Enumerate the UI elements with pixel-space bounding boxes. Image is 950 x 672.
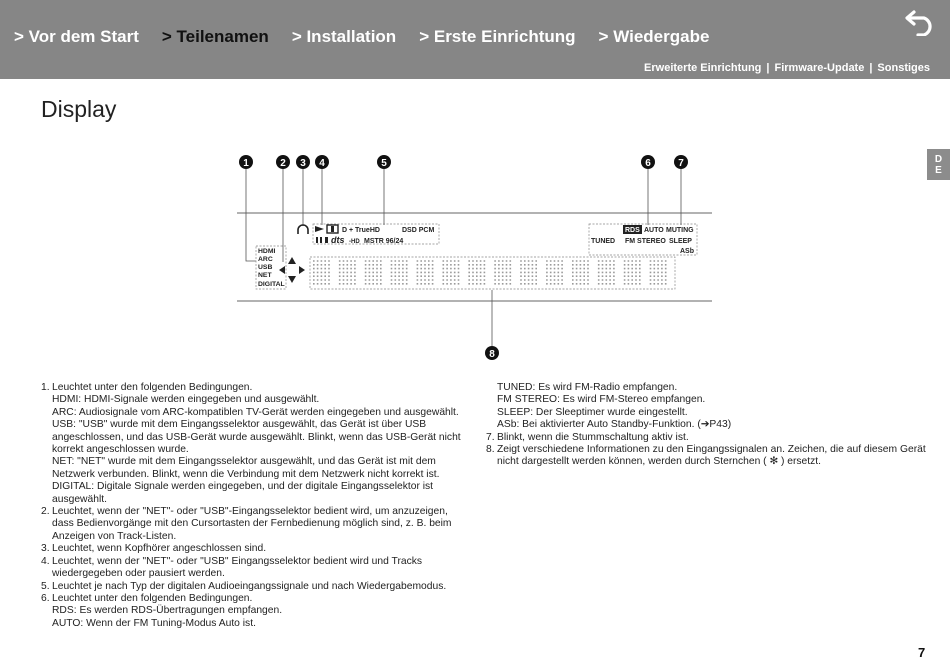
headphone-icon [298, 225, 308, 234]
indicator-usb: USB [258, 264, 273, 271]
item-text: Leuchtet, wenn der "NET"- oder "USB" Eingangsselektor bedient wird und Tracks wiedergegeben oder pausiert werden. [52, 555, 423, 580]
tuner-tuned: TUNED [591, 238, 616, 245]
list-subitem: DIGITAL: Digitale Signale werden eingegeben, und der digitale Eingangsselektor ist ausgewählt. [52, 481, 434, 505]
item-number: 8. [486, 444, 495, 456]
list-subitem: HDMI: HDMI-Signale werden eingegeben und ausgewählt. [52, 394, 320, 406]
item-number: 5. [41, 580, 50, 592]
dot-matrix-cell [468, 261, 487, 284]
nav-wiedergabe[interactable]: > Wiedergabe [598, 27, 710, 46]
lang-letter-d: D [934, 153, 943, 165]
item-number: 2. [41, 506, 50, 518]
dot-matrix-characters [313, 261, 669, 284]
list-item [41, 556, 471, 581]
dot-matrix-cell [650, 261, 669, 284]
item-text: Leuchtet je nach Typ der digitalen Audioeingangssignale und nach Wiedergabemodus. [52, 580, 447, 592]
tuner-rds: RDS [625, 227, 640, 234]
item-text: Leuchtet unter den folgenden Bedingungen. [52, 382, 253, 393]
list-item [486, 444, 926, 469]
nav-teilenamen[interactable]: > Teilenamen [161, 27, 269, 46]
item-text: Leuchtet unter den folgenden Bedingungen. [52, 592, 253, 604]
pause-icon-bar1 [316, 237, 318, 243]
subnav-sonstiges[interactable]: Sonstiges [877, 62, 930, 74]
list-subitem: FM STEREO: Es wird FM-Stereo empfangen. [497, 394, 706, 406]
dot-matrix-cell [391, 261, 410, 284]
dot-matrix-cell [417, 261, 436, 284]
item-text: Leuchtet, wenn Kopfhörer angeschlossen sind. [52, 543, 267, 555]
item-number: 3. [41, 543, 50, 555]
indicator-arc: ARC [258, 256, 273, 263]
list-subitem: NET: "NET" wurde mit dem Eingangsselektor ausgewählt, und das Gerät ist mit dem Netzwerk verbunden. Blinkt, wenn die Verbindung mit dem Netzwerk nicht korrekt ist. [52, 456, 440, 480]
description-left-column [41, 382, 471, 630]
item-number: 6. [41, 592, 50, 604]
list-item [41, 543, 471, 555]
dot-matrix-cell [624, 261, 643, 284]
dot-matrix-cell [598, 261, 617, 284]
list-item [41, 382, 471, 394]
callout-5-label: 5 [381, 158, 387, 169]
item-number: 1. [41, 382, 50, 393]
dot-matrix-box [310, 257, 675, 289]
item-text: Leuchtet, wenn der "NET"- oder "USB"-Eingangsselektor bedient wird, um anzuzeigen, dass Bedienvorgänge mit den Cursortasten der Fernbedienung möglich sind, z. B. beim Anzeigen von Track-Listen. [52, 506, 452, 542]
page-title: Display [41, 96, 117, 122]
list-subitem: AUTO: Wenn der FM Tuning-Modus Auto ist. [52, 617, 256, 629]
tuner-auto: AUTO [644, 227, 664, 234]
callout-7-label: 7 [678, 158, 684, 169]
format-dsd-pcm: DSD PCM [402, 227, 435, 234]
subnav-firmware-update[interactable]: Firmware-Update [774, 62, 865, 74]
dot-matrix-cell [339, 261, 358, 284]
nav-installation[interactable]: > Installation [291, 27, 397, 46]
list-item [486, 432, 926, 444]
list-subitem: TUNED: Es wird FM-Radio empfangen. [497, 382, 678, 393]
dot-matrix-cell [443, 261, 462, 284]
list-subitem: RDS: Es werden RDS-Übertragungen empfangen. [52, 605, 283, 617]
subnav-erweiterte-einrichtung[interactable]: Erweiterte Einrichtung [644, 62, 762, 74]
list-subitem: SLEEP: Der Sleeptimer wurde eingestellt. [497, 406, 688, 418]
format-dolby-truehd: D + TrueHD [342, 227, 380, 234]
indicator-net: NET [258, 272, 272, 279]
dot-matrix-cell [572, 261, 591, 284]
callout-markers [239, 155, 688, 360]
callout-2-label: 2 [280, 158, 286, 169]
list-subitem: USB: "USB" wurde mit dem Eingangsselektor ausgewählt, das Gerät ist über USB angeschlossen, und das USB-Gerät wurde ausgewählt. Blinkt, wenn das USB-Gerät nicht korrekt angeschlossen wurde. [52, 419, 461, 456]
dot-matrix-cell [313, 261, 332, 284]
dot-matrix-cell [546, 261, 565, 284]
callout-1-label: 1 [243, 158, 249, 169]
dolby-icon-inner [331, 226, 334, 232]
list-subitem: ASb: Bei aktivierter Auto Standby-Funktion. (➔P43) [497, 419, 732, 431]
subnav-separator: | [766, 62, 770, 74]
description-right-column [486, 382, 926, 469]
item-text: Blinkt, wenn die Stummschaltung aktiv ist. [497, 431, 689, 443]
dot-matrix-cell [365, 261, 384, 284]
pause-icon-bar2 [320, 237, 322, 243]
list-item [41, 593, 471, 605]
item-number: 7. [486, 431, 495, 443]
indicator-digital: DIGITAL [258, 281, 285, 288]
format-dts: dts [331, 235, 345, 245]
list-item [41, 506, 471, 543]
callout-3-label: 3 [300, 158, 306, 169]
callout-4-label: 4 [319, 158, 325, 169]
dot-matrix-cell [494, 261, 513, 284]
format-mstr: MSTR 96/24 [364, 238, 404, 245]
tuner-asb: ASb [680, 248, 694, 255]
list-item [41, 581, 471, 593]
list-subitem: ARC: Audiosignale vom ARC-kompatiblen TV-Gerät werden eingegeben und ausgewählt. [52, 406, 459, 418]
play-icon [315, 226, 324, 232]
nav-erste-einrichtung[interactable]: > Erste Einrichtung [419, 27, 576, 46]
tuner-fm-stereo: FM STEREO [625, 238, 666, 245]
item-text: Zeigt verschiedene Informationen zu den Eingangssignalen an. Zeichen, die auf diesem Gerät nicht dargestellt werden können, werden durch Sternchen ( ✻ ) ersetzt. [497, 444, 926, 468]
indicator-hdmi: HDMI [258, 248, 276, 255]
dot-matrix-cell [520, 261, 539, 284]
callout-8-label: 8 [489, 349, 495, 360]
format-hd: -HD [349, 239, 360, 245]
page-number: 7 [918, 645, 926, 660]
callout-6-label: 6 [645, 158, 651, 169]
lang-letter-e: E [935, 164, 942, 176]
dts-prefix-icon [325, 237, 328, 243]
nav-vor-dem-start[interactable]: > Vor dem Start [14, 27, 139, 46]
leader-1 [246, 169, 256, 261]
item-number: 4. [41, 555, 50, 567]
tuner-muting: MUTING [666, 227, 694, 234]
tuner-sleep: SLEEP [669, 238, 692, 245]
subnav-separator: | [869, 62, 873, 74]
